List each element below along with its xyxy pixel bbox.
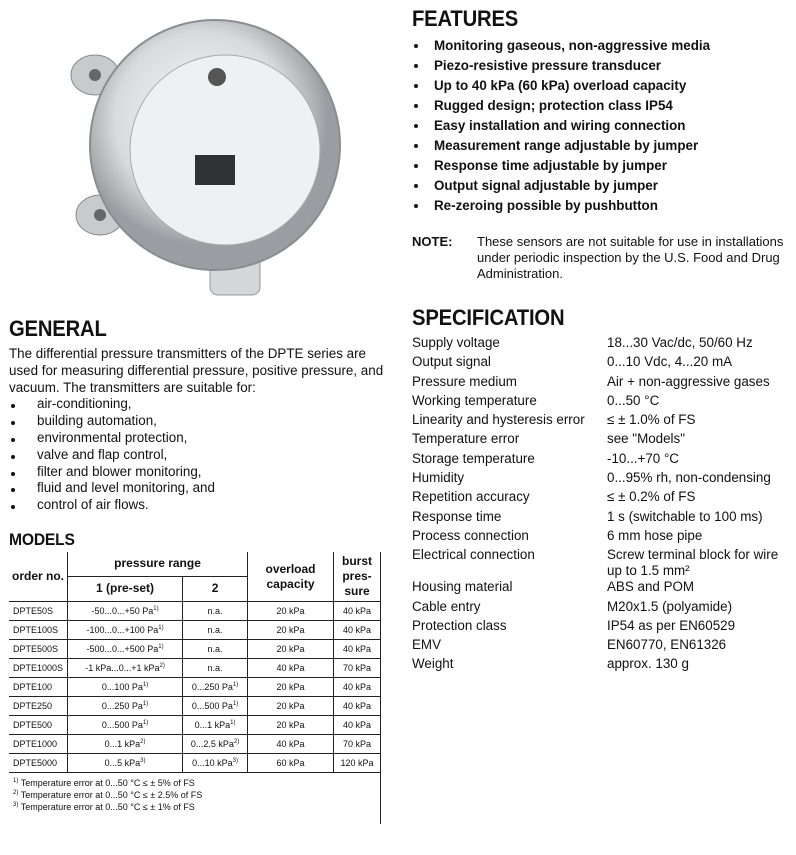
range-1 [68,716,183,735]
range-2-value: n.a. [207,644,223,654]
spec-value: 0...10 Vdc, 4...20 mA [607,354,733,370]
feature-item: Rugged design; protection class IP54 [412,96,792,116]
range-1 [68,697,183,716]
general-item: building automation, [9,413,384,430]
range-2-value: 0...500 Pa [191,701,233,711]
footnote-ref: 1) [153,606,159,612]
general-item: environmental protection, [9,430,384,447]
table-row [9,735,381,754]
header-range: pressure range [68,552,248,576]
spec-row [412,528,792,547]
footnote [13,788,376,800]
spec-value: Screw terminal block for wire up to 1.5 mm² [607,547,779,579]
order-no: DPTE5000 [9,754,68,773]
order-no: DPTE1000S [9,659,68,678]
spec-value: EN60770, EN61326 [607,637,727,653]
range-1 [68,678,183,697]
order-no: DPTE100 [9,678,68,697]
specification-heading: SPECIFICATION [412,305,565,330]
note-label: NOTE: [412,234,453,249]
feature-item: Re-zeroing possible by pushbutton [412,196,792,216]
range-2 [183,621,248,640]
order-no: DPTE500S [9,640,68,659]
spec-row [412,393,792,412]
overload-capacity: 20 kPa [248,621,334,640]
spec-key: EMV [412,637,442,653]
spec-key: Linearity and hysteresis error [412,412,585,428]
spec-key: Humidity [412,470,465,486]
burst-pressure: 70 kPa [334,659,381,678]
models-table [9,552,381,824]
feature-item: Monitoring gaseous, non-aggressive media [412,36,792,56]
burst-pressure: 40 kPa [334,678,381,697]
spec-row [412,509,792,528]
range-2 [183,602,248,621]
spec-row [412,431,792,450]
spec-row [412,547,792,579]
overload-capacity: 20 kPa [248,716,334,735]
overload-capacity: 20 kPa [248,697,334,716]
range-2-value: 0...250 Pa [191,682,233,692]
header-overload: overload capacity [248,552,334,602]
specification-section [412,305,792,676]
feature-item: Easy installation and wiring connection [412,116,792,136]
general-item: air-conditioning, [9,396,384,413]
features-heading: FEATURES [412,6,519,31]
footnote-ref: 2) [159,663,165,669]
range-1 [68,640,183,659]
footnote-ref: 1) [142,701,149,707]
footnote-text: Temperature error at 0...50 °C ≤ ± 5% of FS [20,778,195,788]
spec-key: Repetition accuracy [412,489,530,505]
spec-key: Storage temperature [412,450,535,466]
spec-value: M20x1.5 (polyamide) [607,598,733,614]
footnotes [9,773,381,825]
spec-row [412,656,792,675]
spec-key: Housing material [412,579,513,595]
footnote-text: Temperature error at 0...50 °C ≤ ± 1% of FS [20,802,195,812]
range-1-value: 0...500 Pa [101,720,143,730]
spec-row [412,335,792,354]
range-2 [183,697,248,716]
spec-value: 1 s (switchable to 100 ms) [607,508,763,524]
burst-pressure: 40 kPa [334,621,381,640]
header-order: order no. [9,552,68,602]
specification-table [412,335,792,676]
burst-pressure: 40 kPa [334,640,381,659]
spec-row [412,354,792,373]
range-1-value: -100...0...+100 Pa [86,625,159,635]
feature-item: Piezo-resistive pressure transducer [412,56,792,76]
table-row [9,640,381,659]
spec-value: 0...50 °C [607,392,660,408]
range-1-value: 0...100 Pa [101,682,143,692]
general-text: The differential pressure transmitters of the DPTE series are used for measuring differential pressure, positive pressure, and vacuum. The transmitters are suitable for: [9,346,384,395]
general-item: filter and blower monitoring, [9,464,384,481]
burst-pressure: 40 kPa [334,716,381,735]
general-section [9,316,384,514]
spec-row [412,599,792,618]
range-1 [68,602,183,621]
spec-row [412,374,792,393]
footnote-mark: 2) [13,790,19,796]
models-section [9,530,381,824]
table-row [9,754,381,773]
table-row [9,602,381,621]
range-2-value: n.a. [207,606,223,616]
spec-row [412,470,792,489]
general-list [9,396,384,514]
range-1-value: -1 kPa...0...+1 kPa [85,663,160,673]
spec-value: ABS and POM [607,579,695,595]
spec-key: Process connection [412,527,529,543]
spec-row [412,451,792,470]
footnote-mark: 3) [13,802,19,808]
spec-row [412,412,792,431]
general-item: fluid and level monitoring, and [9,480,384,497]
range-2 [183,754,248,773]
spec-value: approx. 130 g [607,656,689,672]
footnote-ref: 1) [230,720,236,726]
table-row [9,716,381,735]
spec-value: ≤ ± 1.0% of FS [607,412,696,428]
features-section [412,6,792,216]
range-2-value: n.a. [207,663,223,673]
table-row [9,621,381,640]
spec-key: Supply voltage [412,335,500,350]
product-image [60,15,350,305]
range-2-value: 0...10 kPa [192,758,233,768]
range-1 [68,735,183,754]
range-1 [68,754,183,773]
spec-key: Weight [412,656,454,672]
footnote-ref: 3) [140,758,146,764]
features-list [412,36,792,216]
note-text: These sensors are not suitable for use in installations under periodic inspection by the U.S. Food and Drug Administration. [477,234,784,281]
burst-pressure: 120 kPa [334,754,381,773]
spec-value: -10...+70 °C [607,450,679,466]
footnote-ref: 2) [233,739,240,745]
range-2 [183,659,248,678]
order-no: DPTE100S [9,621,68,640]
burst-pressure: 40 kPa [334,602,381,621]
spec-value: 6 mm hose pipe [607,527,703,543]
overload-capacity: 20 kPa [248,640,334,659]
spec-value: see "Models" [607,431,685,447]
table-row [9,697,381,716]
spec-row [412,618,792,637]
footnote-ref: 1) [158,625,164,631]
models-heading: MODELS [9,530,75,549]
spec-key: Response time [412,508,502,524]
footnote-ref: 1) [142,720,149,726]
header-range-2: 2 [183,576,248,601]
order-no: DPTE250 [9,697,68,716]
overload-capacity: 40 kPa [248,659,334,678]
range-2-value: 0...1 kPa [194,720,231,730]
spec-row [412,579,792,598]
spec-row [412,489,792,508]
footnote-text: Temperature error at 0...50 °C ≤ ± 2.5% of FS [20,790,203,800]
footnote-ref: 1) [158,644,164,650]
overload-capacity: 20 kPa [248,678,334,697]
range-2 [183,735,248,754]
feature-item: Measurement range adjustable by jumper [412,136,792,156]
spec-key: Output signal [412,354,491,370]
feature-item: Up to 40 kPa (60 kPa) overload capacity [412,76,792,96]
burst-pressure: 40 kPa [334,697,381,716]
spec-key: Protection class [412,617,507,633]
range-1-value: 0...5 kPa [104,758,141,768]
range-1-value: -500...0...+500 Pa [86,644,159,654]
general-item: control of air flows. [9,497,384,514]
spec-value: Air + non-aggressive gases [607,373,770,389]
overload-capacity: 60 kPa [248,754,334,773]
table-row [9,678,381,697]
spec-row [412,637,792,656]
footnote-ref: 1) [232,682,239,688]
range-1 [68,621,183,640]
range-2 [183,640,248,659]
spec-key: Working temperature [412,392,537,408]
overload-capacity: 20 kPa [248,602,334,621]
spec-value: ≤ ± 0.2% of FS [607,489,696,505]
range-2 [183,716,248,735]
range-2-value: 0...2.5 kPa [190,739,234,749]
footnote-ref: 2) [140,739,146,745]
spec-key: Cable entry [412,598,481,614]
range-1 [68,659,183,678]
general-heading: GENERAL [9,316,107,341]
footnote-mark: 1) [13,778,19,784]
header-burst: burst pres-sure [334,552,381,602]
header-range-1: 1 (pre-set) [68,576,183,601]
footnote-ref: 1) [142,682,149,688]
footnote [13,776,376,788]
spec-key: Pressure medium [412,373,517,389]
note [412,234,787,282]
range-1-value: 0...250 Pa [101,701,143,711]
spec-value: IP54 as per EN60529 [607,617,736,633]
footnote [13,800,376,812]
range-2 [183,678,248,697]
footnotes-row [9,773,381,825]
range-2-value: n.a. [207,625,223,635]
table-row [9,659,381,678]
general-item: valve and flap control, [9,447,384,464]
order-no: DPTE500 [9,716,68,735]
spec-key: Temperature error [412,431,520,447]
spec-value: 0...95% rh, non-condensing [607,470,771,486]
feature-item: Output signal adjustable by jumper [412,176,792,196]
range-1-value: 0...1 kPa [104,739,141,749]
feature-item: Response time adjustable by jumper [412,156,792,176]
spec-value: 18...30 Vac/dc, 50/60 Hz [607,335,753,350]
range-1-value: -50...0...+50 Pa [91,606,154,616]
burst-pressure: 70 kPa [334,735,381,754]
overload-capacity: 40 kPa [248,735,334,754]
order-no: DPTE50S [9,602,68,621]
order-no: DPTE1000 [9,735,68,754]
footnote-ref: 1) [232,701,239,707]
spec-key: Electrical connection [412,547,535,563]
footnote-ref: 3) [232,758,238,764]
